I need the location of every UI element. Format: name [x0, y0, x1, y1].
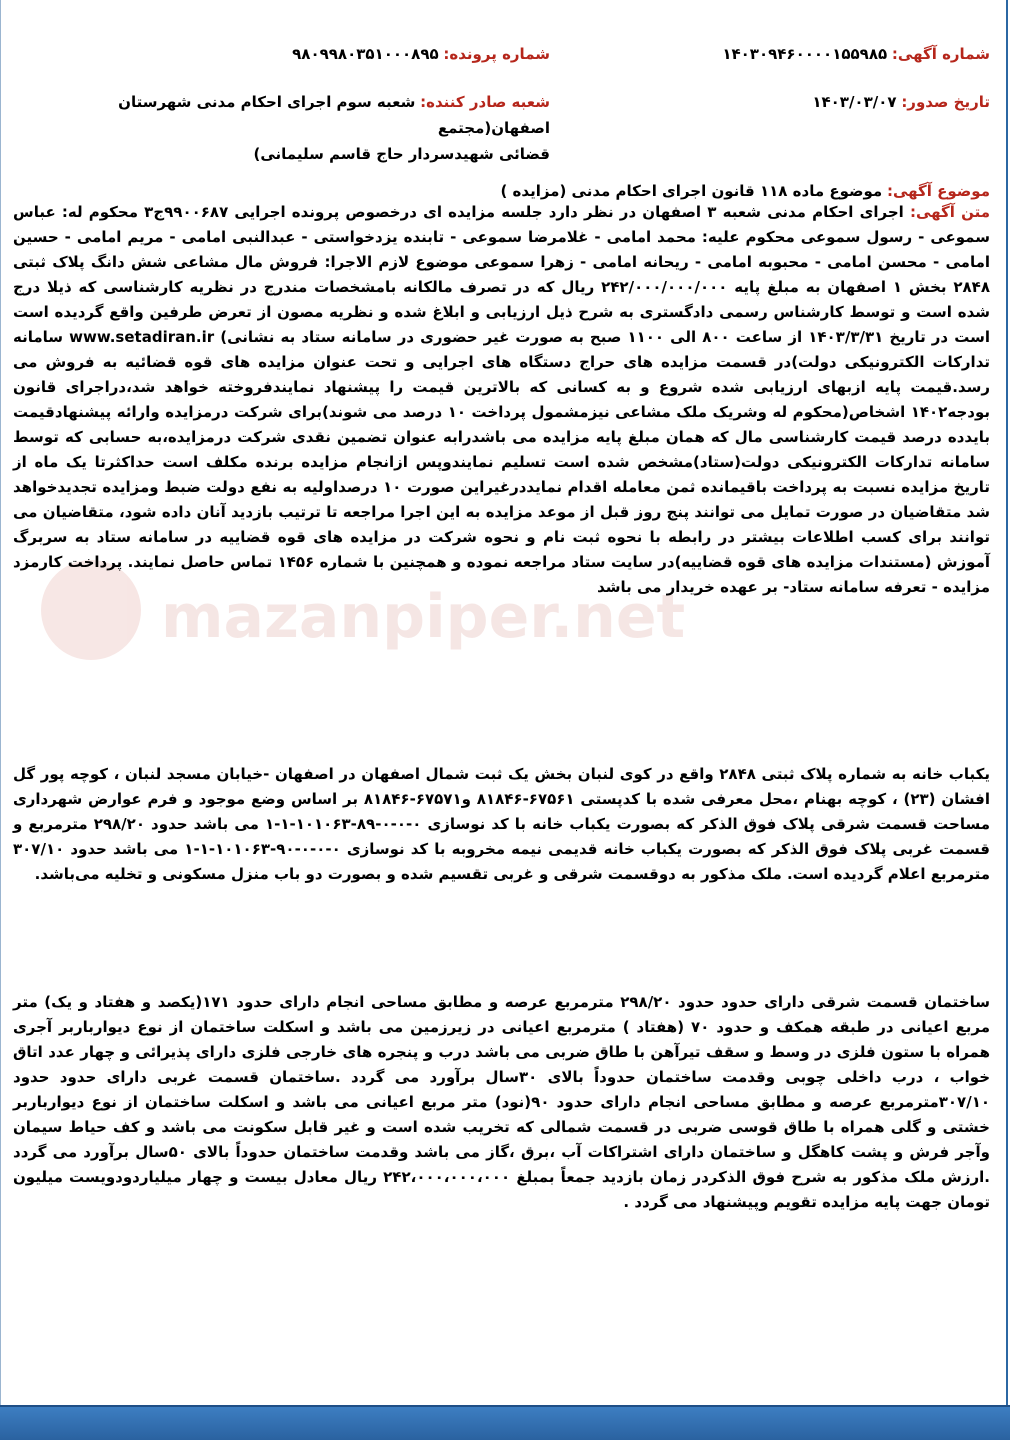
text-label: متن آگهی:	[909, 203, 991, 221]
issuer-line2: قضائی شهیدسردار حاج قاسم سلیمانی)	[253, 145, 550, 163]
issue-date-label: تاریخ صدور:	[901, 93, 990, 111]
file-number-label: شماره پرونده:	[443, 45, 550, 63]
ad-number-row	[722, 41, 990, 67]
notice-body-para2	[13, 762, 990, 887]
para3-text: ساختمان قسمت شرقی دارای حدود حدود ۲۹۸/۲۰ مترمربع عرصه و مطابق مساحی انجام دارای حدود ۱۷۱(یکصد و هفتاد و یک) متر مربع اعیانی در طبقه همکف و حدود ۷۰ (هفتاد ) مترمربع اعیانی در زیرزمین می باشد و اسکلت ساختمان از نوع دیوارباربر آجری همراه با ستون فلزی در وسط و سقف تیرآهن با طاق ضربی می باشد درب و پنجره های خارجی فلزی دارای پذیرائی و چهار عدد اتاق خواب ، درب داخلی چوبی وقدمت ساختمان حدوداً بالای ۳۰سال برآورد می گردد .ساختمان قسمت غربی دارای حدود حدود ۳۰۷/۱۰مترمربع عرصه و مطابق مساحی انجام دارای حدود ۹۰(نود) متر مربع اعیانی می باشد و اسکلت ساختمان از نوع دیوارباربر خشتی و گلی همراه با طاق قوسی ضربی در قسمت شمالی که تخریب شده است و غیر قابل سکونت می باشد و کف حیاط سیمان وآجر فرش و پشت کاهگل و ساختمان دارای اشتراکات آب ،برق ،گاز می باشد وقدمت ساختمان حدوداً بالای ۵۰سال برآورد می گردد .ارزش ملک مذکور به شرح فوق الذکردر زمان بازدید جمعاً بمبلغ ۲۴۲،۰۰۰،۰۰۰،۰۰۰ ریال معادل بیست و چهار میلیاردودویست میلیون تومان جهت پایه مزایده تقویم وپیشنهاد می گردد .	[13, 993, 991, 1211]
issuer-label: شعبه صادر کننده:	[420, 93, 550, 111]
issue-date-value: ۱۴۰۳/۰۳/۰۷	[812, 93, 897, 111]
bottom-bar	[0, 1405, 1010, 1440]
issuer-block	[60, 89, 550, 167]
para1-text: اجرای احکام مدنی شعبه ۳ اصفهان در نظر دارد جلسه مزایده ای درخصوص پرونده اجرایی ۹۹۰۰۶۸۷ج۳ محکوم له: عباس سموعی - رسول سموعی محکوم علیه: محمد امامی - غلامرضا سموعی - تابنده یزدخواستی - عبدالنبی امامی - مریم امامی - حسین امامی - محسن امامی - محبوبه امامی - ریحانه امامی - زهرا سموعی موضوع لازم الاجرا: فروش مال مشاعی شش دانگ پلاک ثبتی ۲۸۴۸ بخش ۱ اصفهان به مبلغ پایه ۲۴۲/۰۰۰/۰۰۰/۰۰۰ ریال که در تصرف مالکانه بامشخصات مندرج در نظریه کارشناسی که ذیلا درج شده است و توسط کارشناس رسمی دادگستری به شرح ذیل ارزیابی و ابلاغ شده و نظریه مصون از تعرض طرفین واقع گردیده است است در تاریخ ۱۴۰۳/۳/۳۱ از ساعت ۸۰۰ الی ۱۱۰۰ صبح به صورت غیر حضوری در سامانه ستاد به نشانی) www.setadiran.ir سامانه تدارکات الکترونیکی دولت)در قسمت مزایده های حراج دستگاه های اجرایی و تحت عنوان مزایده های قوه قضائیه به فروش می رسد.قیمت پایه ازبهای ارزیابی شده شروع و به کسانی که بالاترین قیمت را پیشنهاد نمایندفروخته خواهد شد،دراجرای قانون بودجه۱۴۰۲ اشخاص(محکوم له وشریک ملک مشاعی نیزمشمول پرداخت ۱۰ درصد می شوند)برای شرکت درمزایده وارائه پیشنهادقیمت بایدده درصد قیمت کارشناسی مال که همان مبلغ پایه مزایده می باشدرابه عنوان تضمین نقدی شرکت درمزایده،به حسابی که توسط سامانه تدارکات الکترونیکی دولت(ستاد)مشخص شده است تسلیم نمایندوپس ازانجام مزایده برنده مکلف است حداکثرتا یک ماه از تاریخ مزایده نسبت به پرداخت باقیمانده ثمن معامله اقدام نمایددرغیراین صورت ۱۰ درصداولیه به نفع دولت ضبط ومزایده تجدیدخواهد شد متقاضیان در صورت تمایل می توانند پنج روز قبل از موعد مزایده به این اجرا مراجعه تا ترتیب بازدید آنان داده شود، متقاضیان می توانند برای کسب اطلاعات بیشتر در رابطه با نحوه ثبت نام و نحوه شرکت در مزایده های قوه قضاییه در سامانه ستاد به سربرگ آموزش (مستندات مزایده های قوه قضاییه)در سایت ستاد مراجعه نموده و همچنین با شماره ۱۴۵۶ تماس حاصل نمایند. پرداخت کارمزد مزایده - تعرفه سامانه ستاد- بر عهده خریدار می باشد	[13, 203, 990, 596]
file-number-value: ۹۸۰۹۹۸۰۳۵۱۰۰۰۸۹۵	[292, 45, 439, 63]
issue-date-row	[812, 89, 990, 115]
issuer-line1: شعبه سوم اجرای احکام مدنی شهرستان اصفهان(مجتمع	[118, 93, 550, 137]
ad-number-value: ۱۴۰۳۰۹۴۶۰۰۰۰۱۵۵۹۸۵	[722, 45, 888, 63]
notice-body-para1	[13, 200, 990, 600]
file-number-row	[292, 41, 550, 67]
notice-body-para3	[13, 990, 990, 1215]
para2-text: یکباب خانه به شماره پلاک ثبتی ۲۸۴۸ واقع در کوی لنبان بخش یک ثبت شمال اصفهان در اصفهان -خیابان مسجد لنبان ، کوچه پور گل افشان (۲۳) ، کوچه بهنام ،محل معرفی شده با کدپستی ۶۷۵۶۱-۸۱۸۴۶ و۶۷۵۷۱-۸۱۸۴۶ بر اساس وضع موجود و فرم عوارض شهرداری مساحت قسمت شرقی پلاک فوق الذکر که بصورت یکباب خانه با کد نوسازی ۰-۰-۰-۸۹-۱۰۱۰۶۳-۱-۱ می باشد حدود ۲۹۸/۲۰ مترمربع و قسمت غربی پلاک فوق الذکر که بصورت یکباب خانه قدیمی نیمه مخروبه با کد نوسازی ۰-۰-۰-۹۰-۱۰۱۰۶۳-۱-۱ می باشد حدود ۳۰۷/۱۰ مترمربع اعلام گردیده است. ملک مذکور به دوقسمت شرقی و غربی تقسیم شده و بصورت دو باب منزل مسکونی و تخلیه می‌باشد.	[13, 765, 991, 883]
watermark-text: mazanpiper.net	[161, 582, 686, 652]
subject-label: موضوع آگهی:	[886, 182, 990, 200]
ad-number-label: شماره آگهی:	[891, 45, 990, 63]
subject-value: موضوع ماده ۱۱۸ قانون اجرای احکام مدنی (مزایده )	[500, 182, 883, 200]
